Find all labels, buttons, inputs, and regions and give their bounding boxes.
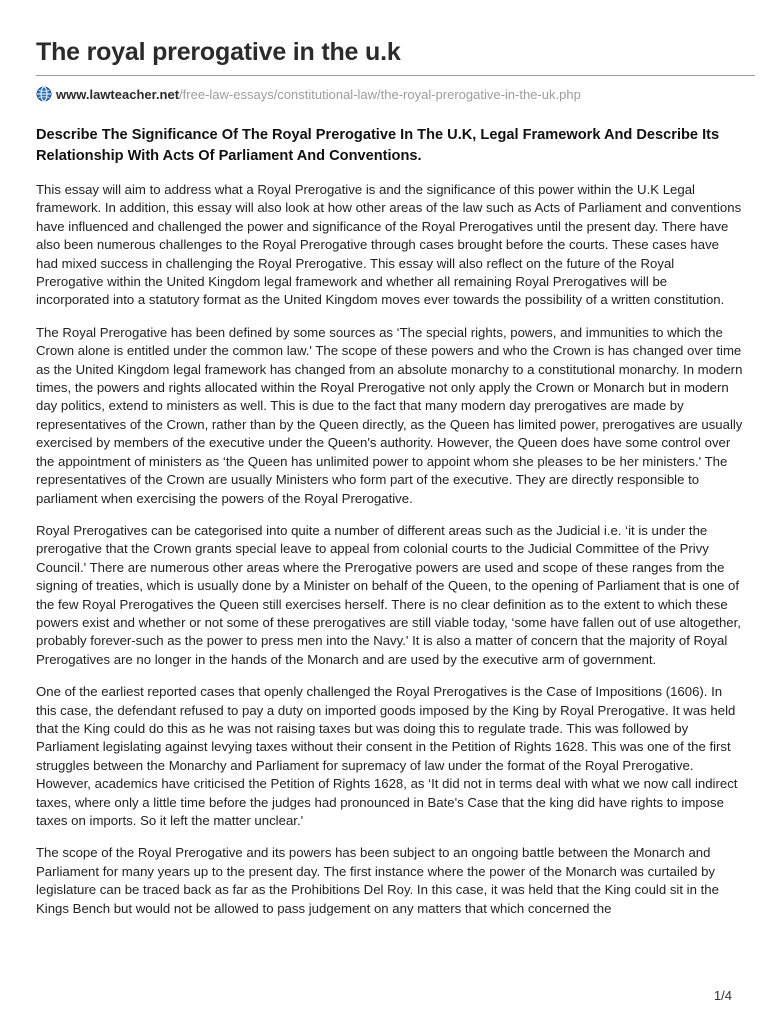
paragraph: The Royal Prerogative has been defined by some sources as ‘The special rights, powers, and immunities to which the Crown alone is entitled under the common law.' The scope of these powers and who the Crown is has changed over time as the United Kingdom legal framework has changed from an absolute monarchy to a constitutional monarchy. In modern times, the powers and rights allocated within the Royal Prerogative not only apply the Crown or Monarch but in modern day politics, extend to ministers as well. This is due to the fact that many modern day prerogatives are made by representatives of the Crown, rather than by the Queen directly, as the Queen has limited power, prerogatives are usually exercised by members of the executive under the Queen's authority. However, the Queen does have some control over the appointment of ministers as ‘the Queen has unlimited power to appoint whom she pleases to be her ministers.' The representatives of the Crown are usually Ministers who form part of the executive. They are directly responsible to parliament when exercising the powers of the Royal Prerogative. — [36, 324, 743, 506]
essay-question-heading: Describe The Significance Of The Royal Prerogative In The U.K, Legal Framework And Describe Its Relationship With Acts Of Parliament And Conventions. — [36, 127, 720, 164]
source-domain[interactable]: www.lawteacher.net — [56, 86, 180, 102]
page-title: The royal prerogative in the u.k — [36, 38, 401, 66]
paragraph: The scope of the Royal Prerogative and its powers has been subject to an ongoing battle between the Monarch and Parliament for many years up to the present day. The first instance where the power of the Monarch was curtailed by legislature can be traced back as far as the Prohibitions Del Roy. In this case, it was held that the King could sit in the Kings Bench but would not be allowed to pass judgement on any matters that which concerned the — [36, 845, 719, 916]
page-number: 1/4 — [713, 988, 732, 1003]
source-link[interactable] — [36, 85, 581, 103]
essay-body — [36, 181, 744, 932]
source-path[interactable]: /free-law-essays/constitutional-law/the-royal-prerogative-in-the-uk.php — [179, 86, 581, 102]
paragraph: Royal Prerogatives can be categorised into quite a number of different areas such as the Judicial i.e. ‘it is under the prerogative that the Crown grants special leave to appeal from colonial courts to the Judicial Committee of the Privy Council.' There are numerous other areas where the Prerogative powers are used and scope of these ranges from the signing of treaties, which is usually done by a Minister on behalf of the Queen, to the opening of Parliament that is one of the few Royal Prerogatives the Queen still exercises herself. There is no clear definition as to the extent to which these powers exist and whether or not some of these prerogatives are still viable today, ‘some have fallen out of use altogether, probably forever-such as the power to press men into the Navy.' It is also a matter of concern that the majority of Royal Prerogatives are no longer in the hands of the Monarch and are used by the executive arm of government. — [36, 522, 741, 667]
globe-icon — [36, 86, 52, 102]
title-divider — [36, 75, 755, 76]
paragraph: This essay will aim to address what a Royal Prerogative is and the significance of this power within the U.K Legal framework. In addition, this essay will also look at how other areas of the law such as Acts of Parliament and conventions have influenced and challenged the power and significance of the Royal Prerogatives until the present day. There have also been numerous challenges to the Royal Prerogative through cases brought before the courts. These cases have had mixed success in challenging the Royal Prerogative. This essay will also reflect on the future of the Royal Prerogative within the United Kingdom legal framework and whether all remaining Royal Prerogatives will be incorporated into a statutory format as the United Kingdom moves ever towards the possibility of a written constitution. — [36, 182, 742, 308]
paragraph: One of the earliest reported cases that openly challenged the Royal Prerogatives is the Case of Impositions (1606). In this case, the defendant refused to pay a duty on imported goods imposed by the King by Royal Prerogative. It was held that the King could do this as he was not raising taxes but was doing this to regulate trade. This was followed by Parliament legislating against levying taxes without their consent in the Petition of Rights 1628. This was one of the first struggles between the Monarchy and Parliament for supremacy of law under the format of the Royal Prerogative. However, academics have criticised the Petition of Rights 1628, as ‘It did not in terms deal with what we now call indirect taxes, where only a little time before the judges had pronounced in Bate's Case that the king did have rights to impose taxes on imports. So it left the matter unclear.' — [36, 684, 738, 828]
